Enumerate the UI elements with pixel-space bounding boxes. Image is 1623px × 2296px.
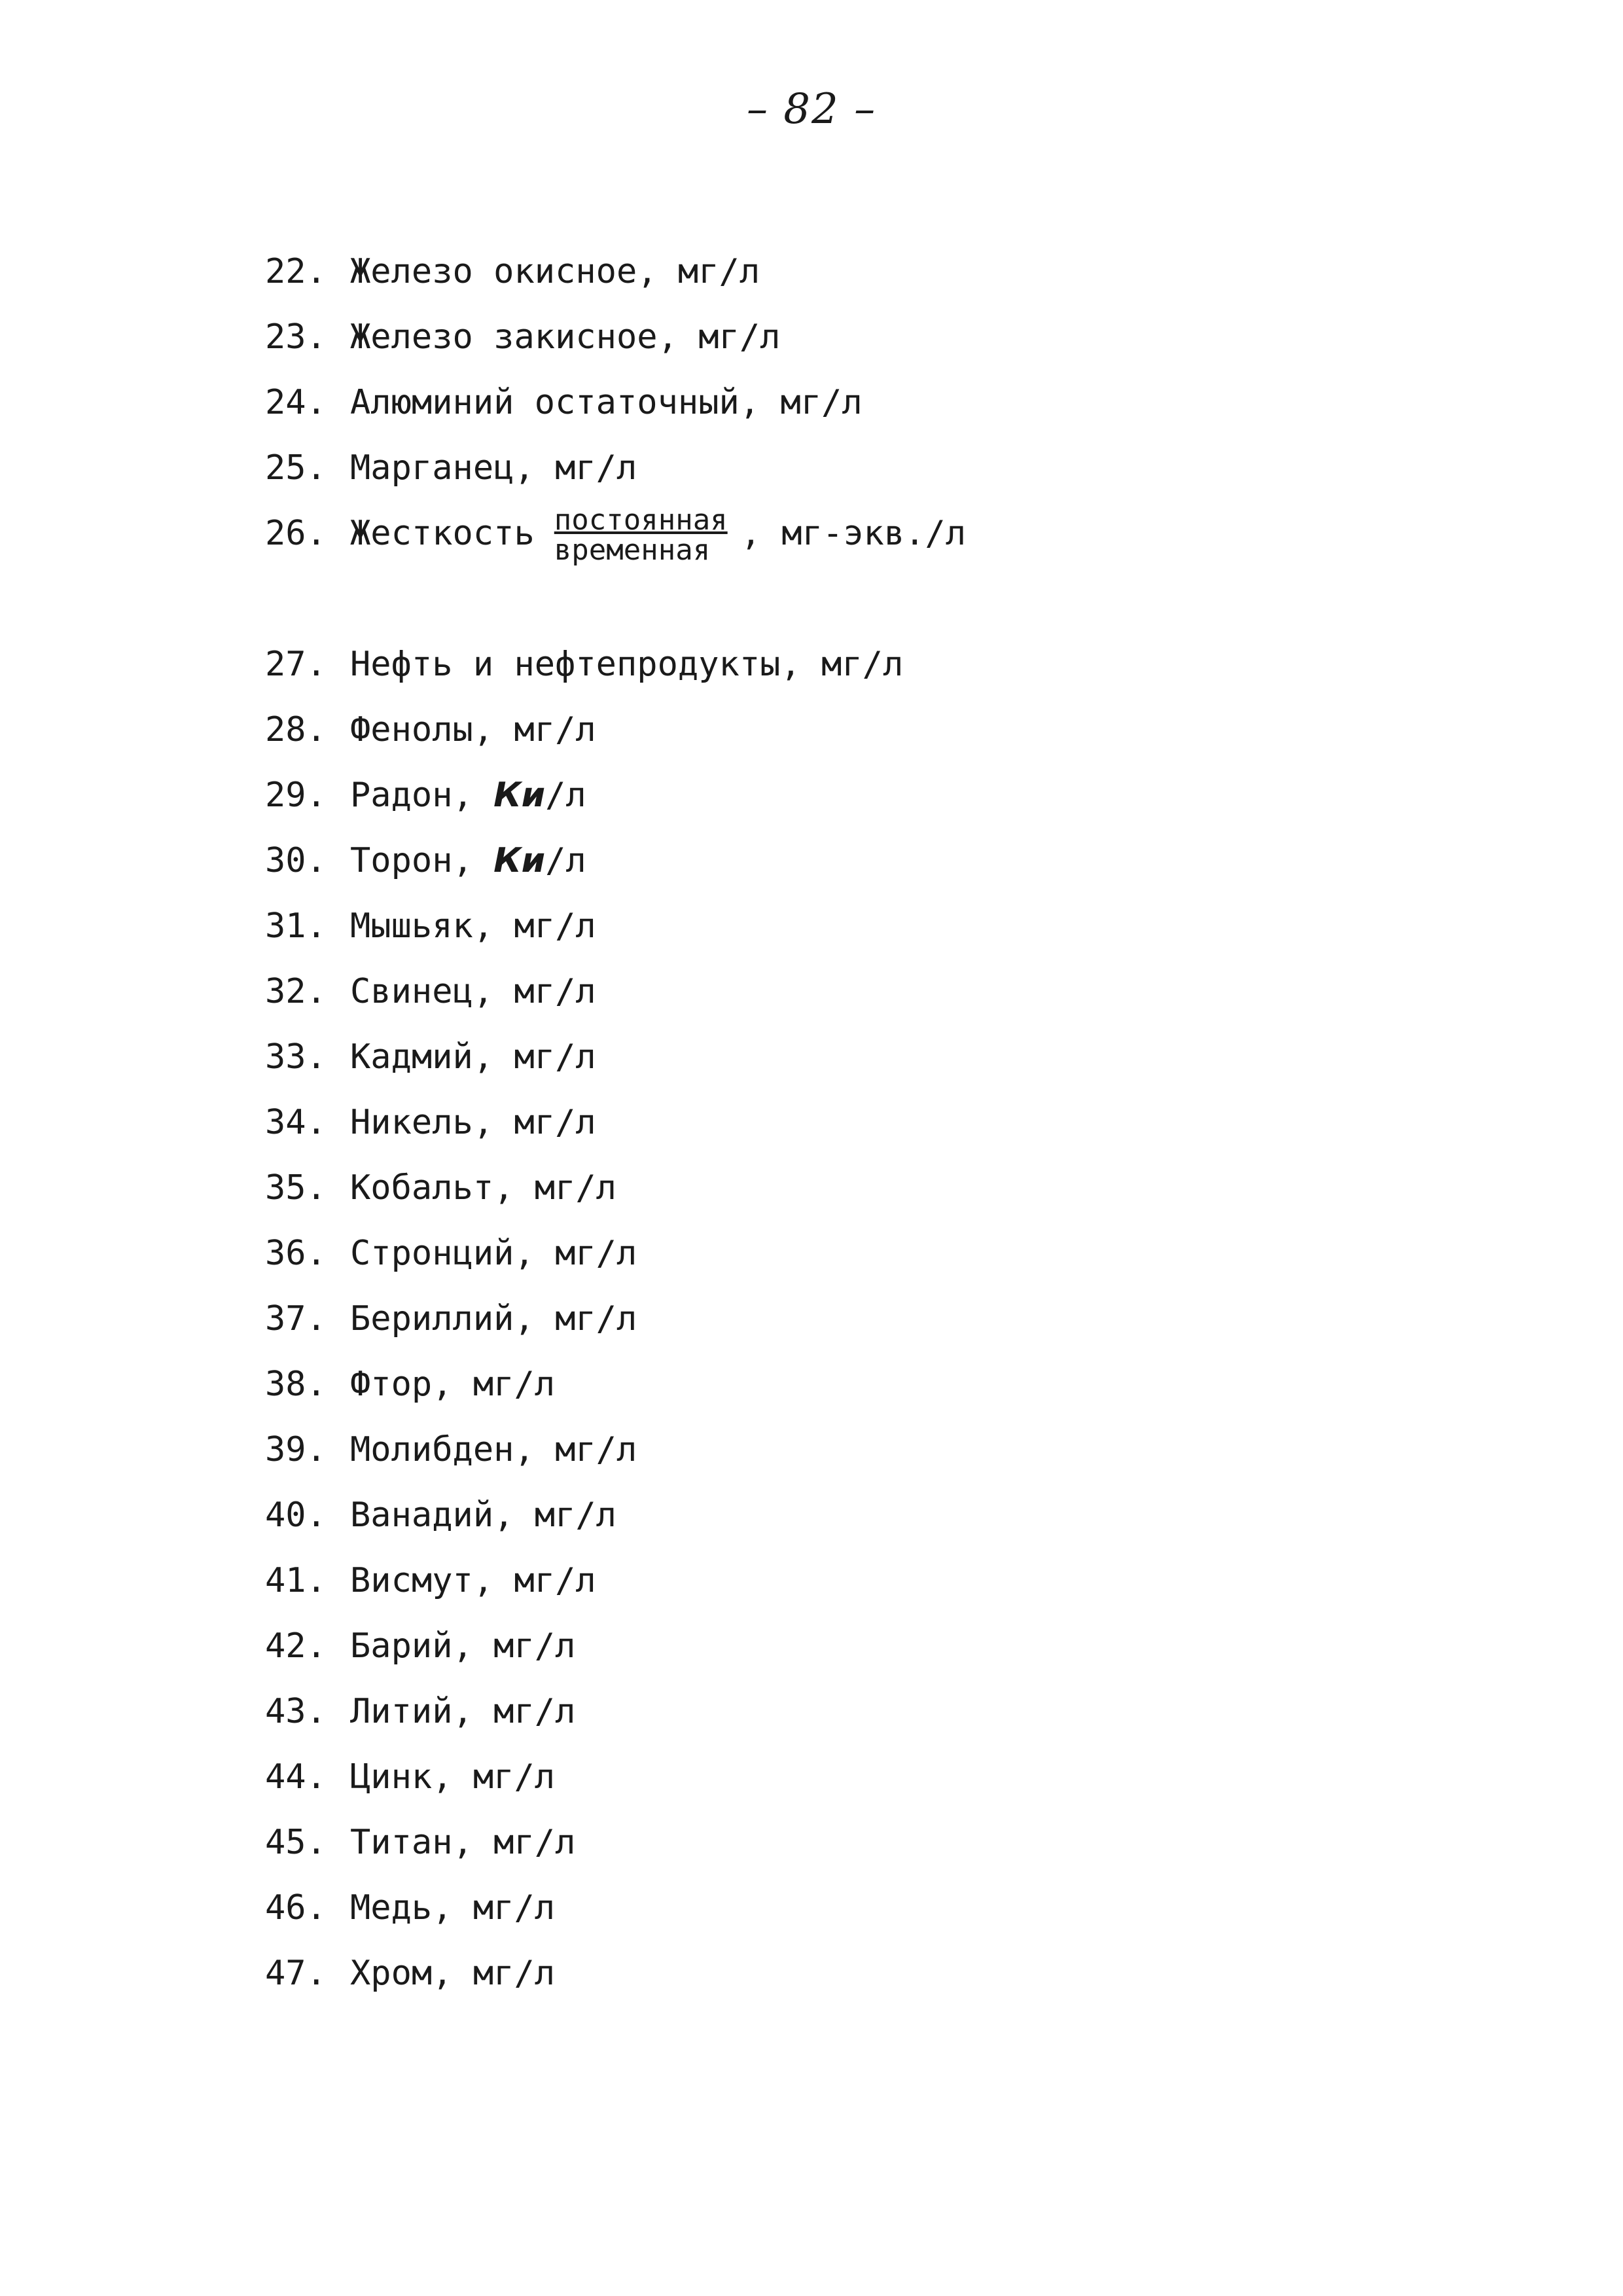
list-item	[265, 959, 1508, 1024]
item-text: Кадмий, мг/л	[350, 1037, 596, 1077]
list-item	[265, 1744, 1508, 1810]
item-text: Фтор, мг/л	[350, 1365, 556, 1404]
item-number: 31.	[265, 906, 327, 946]
list-item	[265, 1679, 1508, 1744]
handwritten-unit: Ки	[493, 841, 546, 880]
list-item	[265, 1221, 1508, 1286]
list-item	[265, 1810, 1508, 1875]
item-label: Радон,	[350, 776, 473, 815]
item-number: 22.	[265, 252, 327, 291]
list-item	[265, 1090, 1508, 1155]
item-text: Барий, мг/л	[350, 1626, 576, 1666]
item-number: 47.	[265, 1954, 327, 1993]
item-text: Стронций, мг/л	[350, 1234, 637, 1273]
list-item-hardness	[265, 501, 1508, 566]
list-item	[265, 1417, 1508, 1482]
item-number: 29.	[265, 776, 327, 815]
parameter-list	[265, 239, 1508, 2006]
list-item	[265, 632, 1508, 697]
item-text: Железо закисное, мг/л	[350, 317, 781, 357]
list-item	[265, 370, 1508, 435]
item-text: Нефть и нефтепродукты, мг/л	[350, 645, 904, 684]
item-text: Свинец, мг/л	[350, 972, 596, 1011]
item-number: 34.	[265, 1103, 327, 1142]
list-item	[265, 1613, 1508, 1679]
list-item	[265, 239, 1508, 304]
list-item	[265, 1286, 1508, 1352]
list-item	[265, 1024, 1508, 1090]
item-number: 37.	[265, 1299, 327, 1338]
item-text: Висмут, мг/л	[350, 1561, 596, 1600]
page-number: – 82 –	[746, 85, 877, 134]
list-item	[265, 828, 1508, 893]
item-label: Жесткость	[350, 514, 535, 553]
list-item	[265, 762, 1508, 828]
item-number: 46.	[265, 1888, 327, 1928]
item-number: 42.	[265, 1626, 327, 1666]
item-text: Алюминий остаточный, мг/л	[350, 383, 863, 422]
hardness-fraction	[554, 503, 728, 567]
item-number: 27.	[265, 645, 327, 684]
item-text: Цинк, мг/л	[350, 1757, 556, 1797]
item-number: 33.	[265, 1037, 327, 1077]
item-number: 40.	[265, 1496, 327, 1535]
list-item	[265, 1548, 1508, 1613]
item-text: Титан, мг/л	[350, 1823, 576, 1862]
item-number: 35.	[265, 1168, 327, 1208]
item-number: 24.	[265, 383, 327, 422]
item-unit: /л	[545, 776, 586, 815]
item-number: 41.	[265, 1561, 327, 1600]
item-text: Мышьяк, мг/л	[350, 906, 596, 946]
list-item	[265, 1941, 1508, 2006]
item-text: Никель, мг/л	[350, 1103, 596, 1142]
list-item	[265, 435, 1508, 501]
list-item	[265, 304, 1508, 370]
fraction-denominator: временная	[554, 533, 711, 567]
fraction-numerator: постоянная	[554, 503, 728, 537]
item-number: 36.	[265, 1234, 327, 1273]
list-item	[265, 893, 1508, 959]
item-unit: /л	[545, 841, 586, 880]
item-number: 43.	[265, 1692, 327, 1731]
handwritten-unit: Ки	[493, 776, 546, 815]
item-number: 44.	[265, 1757, 327, 1797]
item-text: Хром, мг/л	[350, 1954, 556, 1993]
item-text: Кобальт, мг/л	[350, 1168, 616, 1208]
item-text: Железо окисное, мг/л	[350, 252, 760, 291]
item-unit: , мг-экв./л	[740, 514, 967, 553]
item-number: 28.	[265, 710, 327, 749]
item-number: 32.	[265, 972, 327, 1011]
item-number: 45.	[265, 1823, 327, 1862]
item-text: Ванадий, мг/л	[350, 1496, 616, 1535]
item-number: 38.	[265, 1365, 327, 1404]
list-item	[265, 1352, 1508, 1417]
item-number: 30.	[265, 841, 327, 880]
item-text: Молибден, мг/л	[350, 1430, 637, 1469]
item-text: Бериллий, мг/л	[350, 1299, 637, 1338]
item-text: Литий, мг/л	[350, 1692, 576, 1731]
item-text: Марганец, мг/л	[350, 448, 637, 488]
item-text: Фенолы, мг/л	[350, 710, 596, 749]
item-label: Торон,	[350, 841, 473, 880]
item-number: 26.	[265, 514, 327, 553]
item-number: 25.	[265, 448, 327, 488]
list-item	[265, 1155, 1508, 1221]
item-text: Медь, мг/л	[350, 1888, 556, 1928]
list-item	[265, 1482, 1508, 1548]
item-number: 39.	[265, 1430, 327, 1469]
item-number: 23.	[265, 317, 327, 357]
list-item	[265, 1875, 1508, 1941]
list-item	[265, 697, 1508, 762]
